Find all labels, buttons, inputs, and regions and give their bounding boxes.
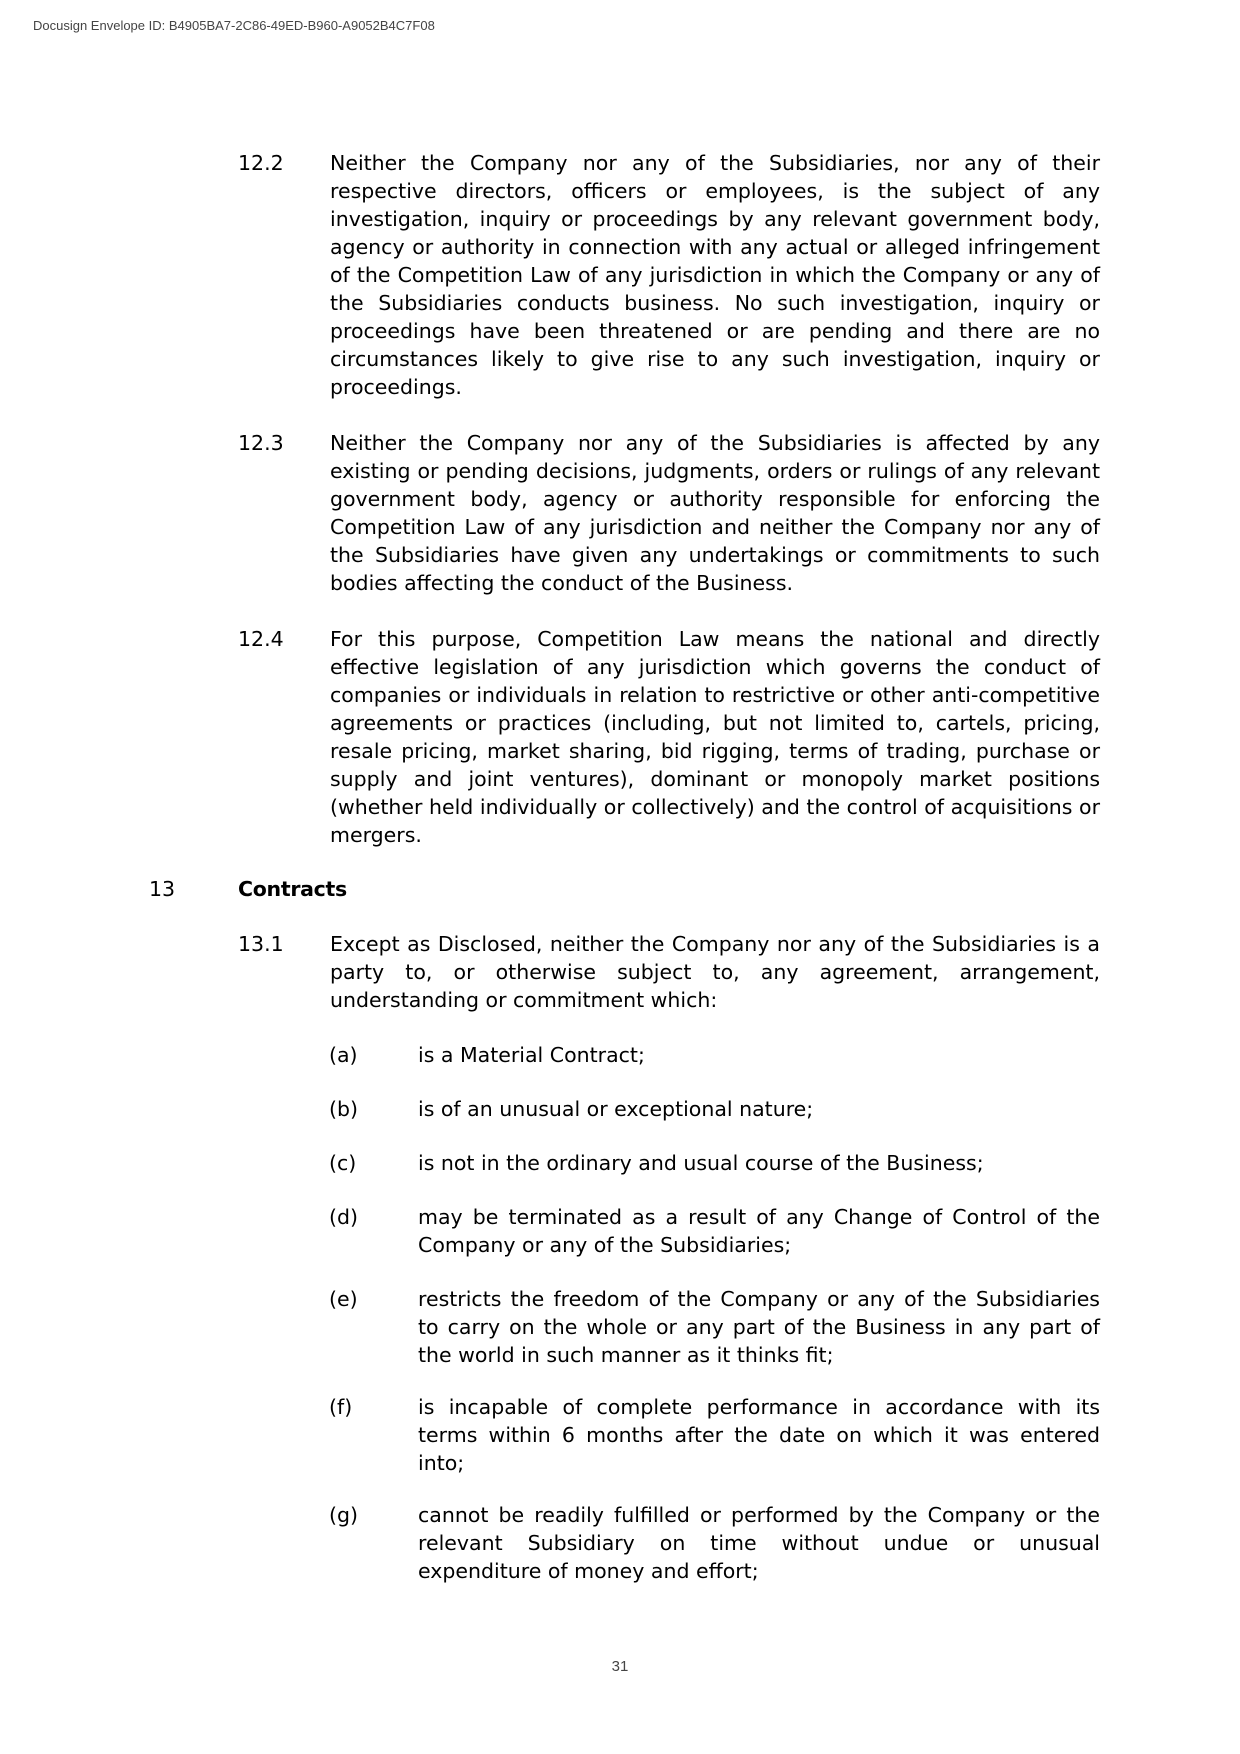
- clause-number-12-2: 12.2: [238, 151, 284, 175]
- clause-text-12-2: Neither the Company nor any of the Subsidiaries, nor any of their respective directors, officers or employees, is the subject of any investigation, inquiry or proceedings by any relevant government body, agency or authority in connection with any actual or alleged infringement of the Competition Law of any jurisdiction in which the Company or any of the Subsidiaries conducts business. No such investigation, inquiry or proceedings have been threatened or are pending and there are no circumstances likely to give rise to any such investigation, inquiry or proceedings.: [330, 151, 1100, 399]
- item-label-d: (d): [329, 1205, 359, 1229]
- item-text-g: cannot be readily fulfilled or performed by the Company or the relevant Subsidiary on time without undue or unusual expenditure of money and effort;: [418, 1503, 1100, 1583]
- item-label-a: (a): [329, 1043, 358, 1067]
- item-label-f: (f): [329, 1395, 353, 1419]
- clause-text-13-1: Except as Disclosed, neither the Company nor any of the Subsidiaries is a party to, or otherwise subject to, any agreement, arrangement, understanding or commitment which:: [330, 932, 1100, 1012]
- item-text-b: is of an unusual or exceptional nature;: [418, 1097, 814, 1121]
- clause-text-12-4: For this purpose, Competition Law means the national and directly effective legislation of any jurisdiction which governs the conduct of companies or individuals in relation to restrictive or other anti-competitive agreements or practices (including, but not limited to, cartels, pricing, resale pricing, market sharing, bid rigging, terms of trading, purchase or supply and joint ventures), dominant or monopoly market positions (whether held individually or collectively) and the control of acquisitions or mergers.: [330, 627, 1100, 847]
- section-number-13: 13: [149, 877, 176, 901]
- docusign-envelope-id: Docusign Envelope ID: B4905BA7-2C86-49ED-B960-A9052B4C7F08: [33, 18, 435, 33]
- item-label-g: (g): [329, 1503, 359, 1527]
- section-title-contracts: Contracts: [238, 877, 347, 901]
- item-label-c: (c): [329, 1151, 357, 1175]
- item-text-a: is a Material Contract;: [418, 1043, 645, 1067]
- item-label-e: (e): [329, 1287, 358, 1311]
- item-text-e: restricts the freedom of the Company or any of the Subsidiaries to carry on the whole or any part of the Business in any part of the world in such manner as it thinks fit;: [418, 1287, 1100, 1367]
- item-text-f: is incapable of complete performance in accordance with its terms within 6 months after the date on which it was entered into;: [418, 1395, 1100, 1475]
- clause-number-12-4: 12.4: [238, 627, 284, 651]
- item-text-c: is not in the ordinary and usual course of the Business;: [418, 1151, 984, 1175]
- item-label-b: (b): [329, 1097, 359, 1121]
- clause-number-13-1: 13.1: [238, 932, 284, 956]
- item-text-d: may be terminated as a result of any Change of Control of the Company or any of the Subsidiaries;: [418, 1205, 1100, 1257]
- page-number: 31: [611, 1658, 629, 1675]
- clause-number-12-3: 12.3: [238, 431, 284, 455]
- clause-text-12-3: Neither the Company nor any of the Subsidiaries is affected by any existing or pending decisions, judgments, orders or rulings of any relevant government body, agency or authority responsible for enforcing the Competition Law of any jurisdiction and neither the Company nor any of the Subsidiaries have given any undertakings or commitments to such bodies affecting the conduct of the Business.: [330, 431, 1100, 595]
